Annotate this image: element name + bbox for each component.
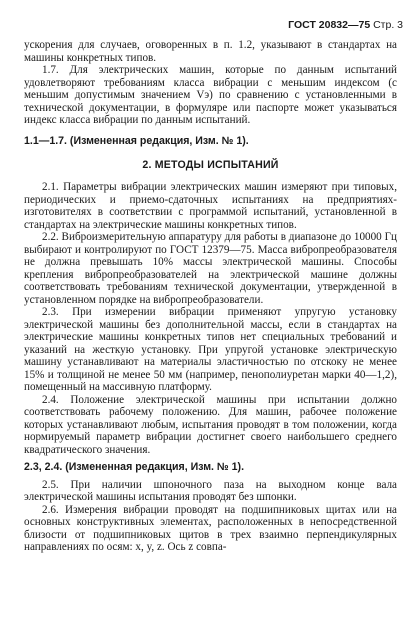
paragraph-2-6: 2.6. Измерения вибрации проводят на подшипниковых щитах или на основных конструктивных элементах, расположенных в непосредственной близости от подшипниковых щитов в трех взаимно перпендикулярных направлениях по осям: x, y, z. Ось z совпа- [24, 503, 397, 553]
paragraph-1-7: 1.7. Для электрических машин, которые по данным испытаний удовлетворяют требованиям класса вибрации с меньшим индексом (с меньшим допустимым значением Vэ) по сравнению с установленными в технической документации, в формуляре или паспорте может указываться индекс класса вибрации по данным испытаний. [24, 64, 397, 126]
revision-note-2: 2.3, 2.4. (Измененная редакция, Изм. № 1). [24, 461, 245, 473]
section-title: 2. МЕТОДЫ ИСПЫТАНИЙ [142, 159, 279, 171]
paragraph-2-1: 2.1. Параметры вибрации электрических машин измеряют при типовых, периодических и приемо-сдаточных испытаниях на предприятиях-изготовителях в соответствии с программой испытаний, установленной в стандартах на электрические машины конкретных типов. [24, 181, 397, 231]
standard-code: ГОСТ 20832—75 [288, 19, 371, 31]
page-header [288, 19, 403, 31]
paragraph-2-5: 2.5. При наличии шпоночного паза на выходном конце вала электрической машины испытания проводят без шпонки. [24, 478, 397, 503]
document-body [24, 39, 397, 554]
paragraph-2-2: 2.2. Виброизмерительную аппаратуру для работы в диапазоне до 10000 Гц выбирают и контролируют по ГОСТ 12379—75. Масса вибропреобразователя не должна превышать 10% массы электрической машины. Способы крепления вибропреобразователей на электрической машине должны соответствовать требованиям технической документации, утвержденной в установленном порядке на вибропреобразователи. [24, 231, 397, 306]
page-number: Стр. 3 [373, 19, 403, 31]
paragraph-2-3: 2.3. При измерении вибрации применяют упругую установку электрической машины без дополнительной массы, если в стандартах на электрические машины конкретных типов нет специальных требований и указаний на жесткую установку. При упругой установке электрическую машину устанавливают на материалы эластичностью по отскоку не менее 15% и толщиной не менее 50 мм (например, пенополиуретан марки 40—1,2), помещенный на массивную платформу. [24, 306, 397, 393]
revision-note-1: 1.1—1.7. (Измененная редакция, Изм. № 1). [24, 134, 249, 147]
paragraph-2-4: 2.4. Положение электрической машины при испытании должно соответствовать рабочему положению. Для машин, рабочее положение которых устанавливают любым, испытания проводят в том положении, когда нормируемый параметр вибрации достигнет своего наибольшего среднего квадратического значения. [24, 393, 397, 456]
paragraph-continuation: ускорения для случаев, оговоренных в п. 1.2, указывают в стандартах на машины конкретных типов. [24, 39, 397, 64]
